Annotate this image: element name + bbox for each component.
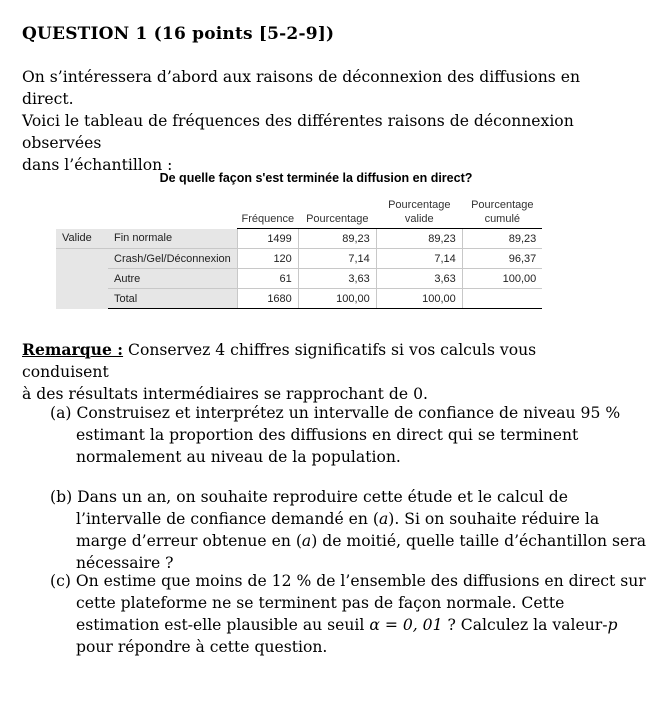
cell-freq: 61: [237, 269, 298, 289]
row-label: Crash/Gel/Déconnexion: [108, 249, 237, 269]
remark-label: Remarque :: [22, 340, 124, 359]
table-header-row: [56, 192, 542, 229]
row-label: Total: [108, 289, 237, 309]
remark: [22, 339, 622, 405]
item-text: Construisez et interprétez un intervalle de confiance de niveau 95 % estimant la proportion des diffusions en direct qui se terminent normalement au niveau de la population.: [76, 404, 621, 466]
item-marker: (c): [50, 572, 71, 590]
intro-line-2: Voici le tableau de fréquences des différentes raisons de déconnexion observées: [22, 112, 574, 152]
cell-valid: 7,14: [376, 249, 462, 269]
cell-cum: 100,00: [462, 269, 542, 289]
alpha-expression: α = 0, 01: [369, 616, 443, 634]
header-pourcentage-valide: Pourcentage valide: [376, 192, 462, 229]
subquestion-b: (b) Dans un an, on souhaite reproduire cette étude et le calcul de l’intervalle de confiance demandé en (a). Si on souhaite réduire la marge d’erreur obtenue en (a) de moitié, quelle taille d’échantillon sera nécessaire ?: [50, 488, 646, 572]
intro-line-1: On s’intéressera d’abord aux raisons de déconnexion des diffusions en direct.: [22, 68, 581, 108]
cell-cum: 89,23: [462, 229, 542, 249]
table-row: [56, 229, 542, 249]
item-marker: (a): [50, 404, 72, 422]
cell-freq: 1680: [237, 289, 298, 309]
remark-text-1: Conservez 4 chiffres significatifs si vos calculs vous conduisent: [22, 341, 537, 381]
cell-freq: 1499: [237, 229, 298, 249]
subquestion-a: [50, 402, 646, 468]
row-label: Fin normale: [108, 229, 237, 249]
cell-freq: 120: [237, 249, 298, 269]
cell-valid: 3,63: [376, 269, 462, 289]
question-intro: [22, 66, 622, 176]
header-pourcentage: Pourcentage: [298, 192, 376, 229]
intro-line-3: dans l’échantillon :: [22, 156, 173, 174]
cell-pct: 7,14: [298, 249, 376, 269]
cell-valid: 100,00: [376, 289, 462, 309]
item-marker: (b): [50, 488, 73, 506]
header-frequence: Fréquence: [237, 192, 298, 229]
group-label: Valide: [56, 229, 108, 249]
row-label: Autre: [108, 269, 237, 289]
table-row: [56, 249, 542, 269]
cell-cum: 96,37: [462, 249, 542, 269]
subquestion-c: (c) On estime que moins de 12 % de l’ensemble des diffusions en direct sur cette plateforme ne se terminent pas de façon normale. Cette estimation est-elle plausible au seuil α = 0, 01 ? Calculez la valeur-p pour répondre à cette question.: [50, 572, 646, 656]
remark-text-2: à des résultats intermédiaires se rapprochant de 0.: [22, 385, 428, 403]
cell-cum: [462, 289, 542, 309]
frequency-table: [56, 192, 542, 309]
cell-pct: 3,63: [298, 269, 376, 289]
table-row-total: [56, 289, 542, 309]
cell-pct: 89,23: [298, 229, 376, 249]
cell-valid: 89,23: [376, 229, 462, 249]
question-title: QUESTION 1 (16 points [5-2-9]): [22, 24, 335, 44]
header-pourcentage-cumule: Pourcentage cumulé: [462, 192, 542, 229]
table-title: De quelle façon s'est terminée la diffusion en direct?: [159, 171, 473, 185]
table-row: [56, 269, 542, 289]
cell-pct: 100,00: [298, 289, 376, 309]
